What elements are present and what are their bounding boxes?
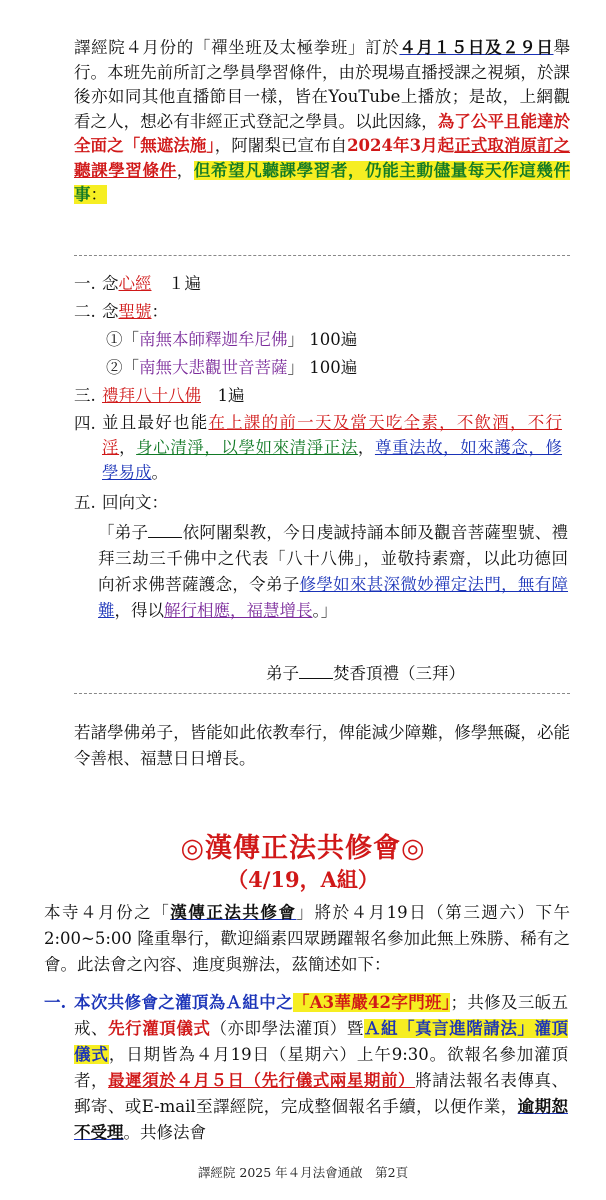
bow-88-buddhas: 禮拜八十八佛 — [102, 386, 201, 405]
item-number: 二. — [74, 302, 96, 321]
item-text-part: ；共修及三皈五戒、 — [74, 993, 569, 1038]
fair-dharma-phrase: 為了公平且能達於全面之「無遮法施」 — [74, 111, 571, 155]
list-item — [74, 270, 574, 298]
class-name-highlight: 「A3華嚴42字門班」 — [292, 993, 451, 1012]
item-count: 」 100遍 — [287, 330, 358, 349]
item-text-part: 將請法報名表傳真、郵寄、或E-mail至譯經院，完成整個報名手續，以便作業， — [74, 1071, 569, 1116]
dedication-label: 回向文： — [102, 493, 168, 512]
item-text-part: ， — [119, 438, 137, 457]
holy-names: 聖號 — [118, 302, 152, 321]
item-number: 一. — [74, 274, 96, 293]
subitem-prefix: ②「 — [106, 358, 139, 377]
purity-phrase: 身心清淨，以學如來清淨正法 — [136, 438, 358, 457]
class-dates: ４月１５日及２９日 — [399, 38, 554, 57]
name-blank — [148, 523, 182, 538]
section-title: ◎漢傳正法共修會◎ — [180, 833, 426, 864]
section-intro-part: 」將於４月19日（第三週六）下午 2:00~5:00 隆重舉行，歡迎緇素四眾踴躍報名參加此無上殊勝、稀有之會。此法會之內容、進度與辦法，茲簡述如下： — [44, 903, 570, 974]
item-count: １遍 — [151, 274, 201, 293]
deadline: 最遲須於４月５日（先行儀式兩星期前） — [108, 1071, 416, 1090]
intro-colon: ： — [90, 185, 107, 204]
item-text: ： — [151, 302, 168, 321]
item-number: 一. — [44, 993, 67, 1012]
dedication-part: 依阿闍梨教，今日虔誠持誦本師及觀音菩薩聖號、禮拜三劫三千佛中之代表「八十八佛」，並敬持素齋，以此功德回向祈求佛菩薩護念，令弟子 — [98, 523, 569, 594]
list-item — [74, 410, 574, 485]
late-not-accepted: 逾期恕不受理 — [74, 1097, 569, 1142]
list-subitem — [74, 326, 574, 354]
intro-text: 舉行。本班先前所訂之學員學習條件，由於現場直播授課之視頻，於課後亦如同其他直播節目一樣，皆在YouTube上播放；是故，上網觀看之人，想必有非經正式登記之學員。以此因緣， — [74, 38, 570, 131]
item-number: 三. — [74, 386, 96, 405]
dedication-text — [98, 520, 568, 624]
dedication-blessing: 解行相應，福慧增長 — [164, 601, 313, 620]
hope-phrase-highlight: 但希望凡聽課學習者，仍能主動儘量每天作這幾件事 — [74, 160, 570, 204]
signature-text: 焚香頂禮（三拜） — [333, 664, 465, 683]
dashed-divider — [74, 255, 570, 256]
list-item — [74, 489, 574, 517]
effective-date: 2024年3月起 — [347, 136, 455, 155]
item-number: 四. — [74, 414, 96, 433]
advanced-mantra-highlight: Ａ組「真言進階請法」灌頂儀式 — [74, 1019, 569, 1064]
dedication-part: 。」 — [312, 601, 338, 620]
name-blank — [299, 664, 333, 679]
section-subtitle: （4/19，A組） — [227, 867, 379, 892]
cancel-conditions-phrase: 正式取消原訂之聽課學習條件 — [74, 136, 571, 180]
item-count: 1遍 — [201, 386, 245, 405]
heart-sutra: 心經 — [118, 274, 152, 293]
intro-text: 譯經院４月份的「禪坐班及太極拳班」訂於 — [74, 38, 400, 57]
intro-text: ，阿闍梨已宣布自 — [214, 136, 348, 155]
item-text-part: （亦即學法灌頂）暨 — [210, 1019, 364, 1038]
section-intro-part: 本寺４月份之「 — [44, 903, 171, 922]
list-subitem — [74, 354, 574, 382]
buddha-name: 南無本師釋迦牟尼佛 — [139, 330, 288, 349]
item-text-part: ， — [357, 438, 375, 457]
bodhisattva-name: 南無大悲觀世音菩薩 — [139, 358, 288, 377]
intro-paragraph — [74, 36, 570, 208]
item-text-part: 本次共修會之灌頂為Ａ組中之 — [74, 993, 293, 1012]
dashed-divider — [74, 693, 570, 694]
page-footer: 譯經院 2025 年４月法會通啟 第2頁 — [197, 1165, 409, 1180]
item-text — [74, 990, 568, 1146]
section-intro — [44, 900, 570, 978]
vegetarian-rule: 在上課的前一天及當天吃全素，不飲酒，不行淫 — [102, 413, 563, 457]
closing-paragraph: 若諸學佛弟子，皆能如此依教奉行，俾能減少障難，修學無礙，必能令善根、福慧日日增長。 — [74, 723, 570, 768]
item-count: 」 100遍 — [287, 358, 358, 377]
dedication-part: 「弟子 — [98, 523, 149, 542]
signature-line — [266, 660, 465, 684]
item-text-part: 並且最好也能 — [102, 413, 209, 432]
respect-phrase: 尊重法故，如來護念，修學易成 — [102, 438, 563, 482]
subitem-prefix: ①「 — [106, 330, 139, 349]
initiation-ritual: 先行灌頂儀式 — [108, 1019, 211, 1038]
item-text-part: ，日期皆為４月19日（星期六）上午9:30。欲報名參加灌頂者， — [74, 1045, 568, 1090]
dedication-wish: 修學如來甚深微妙禪定法門，無有障難 — [98, 575, 569, 620]
item-text: 念 — [102, 302, 119, 321]
item-text — [102, 410, 562, 485]
assembly-name: 漢傳正法共修會 — [170, 903, 297, 922]
dedication-part: ，得以 — [114, 601, 164, 620]
list-item — [74, 298, 574, 326]
item-text: 念 — [102, 274, 119, 293]
signature-text: 弟子 — [266, 664, 299, 683]
item-text-part: 。 — [151, 463, 168, 482]
section-item — [44, 990, 570, 1146]
list-item — [74, 382, 574, 410]
item-text-part: 。共修法會 — [123, 1123, 206, 1142]
practice-list — [74, 270, 574, 517]
item-number: 五. — [74, 493, 96, 512]
intro-text: ， — [176, 160, 194, 180]
